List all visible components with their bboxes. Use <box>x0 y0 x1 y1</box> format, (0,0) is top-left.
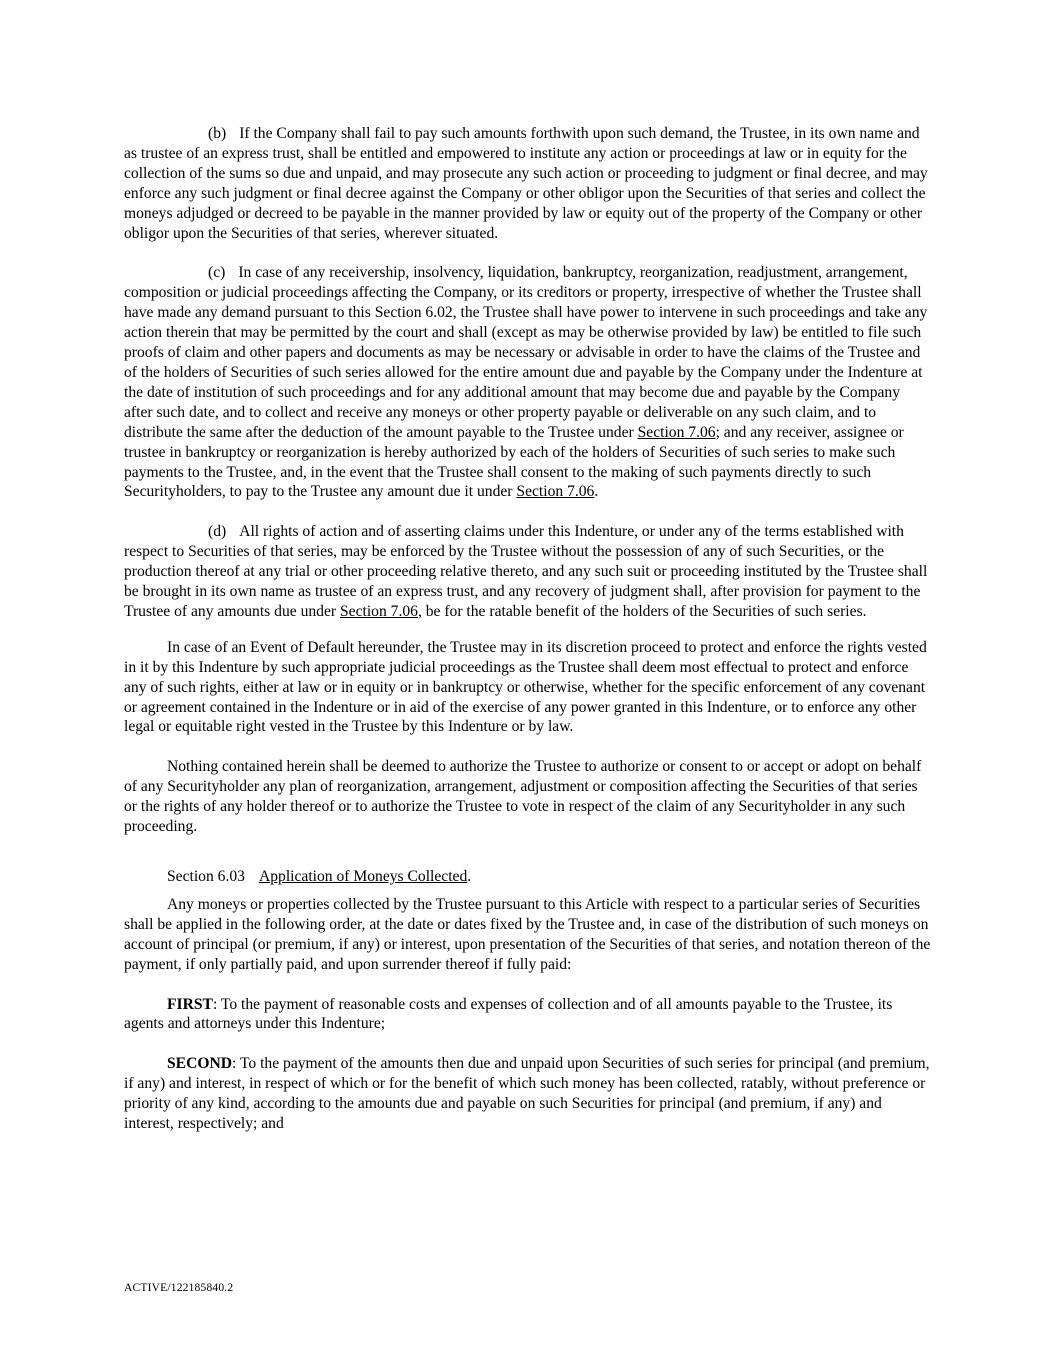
clause-first-label: FIRST <box>167 995 213 1013</box>
paragraph-d-label: (d) <box>208 523 227 541</box>
clause-second-label: SECOND <box>167 1055 232 1073</box>
paragraph-b <box>124 124 932 243</box>
paragraph-b-text: If the Company shall fail to pay such amounts forthwith upon such demand, the Trustee, in its own name and as trustee of an express trust, shall be entitled and empowered to institute any action or proceedings at law or in equity for the collection of the sums so due and unpaid, and may prosecute any such action or proceeding to judgment or final decree, and may enforce any such judgment or final decree against the Company or other obligor upon the Securities of that series and collect the moneys adjudged or decreed to be payable in the manner provided by law or equity out of the property of the Company or other obligor upon the Securities of that series, wherever situated. <box>124 125 928 242</box>
paragraph-d-text-1: All rights of action and of asserting claims under this Indenture, or under any of the terms established with respect to Securities of that series, may be enforced by the Trustee without the possession of any of such Securities, or the production thereof at any trial or other proceeding relative thereto, and any such suit or proceeding instituted by the Trustee shall be brought in its own name as trustee of an express trust, and any recovery of judgment shall, after provision for payment to the Trustee of any amounts due under <box>124 523 928 620</box>
paragraph-c <box>124 263 932 502</box>
section-7-06-reference: Section 7.06 <box>516 483 595 501</box>
paragraph-c-text-3: . <box>594 483 599 501</box>
paragraph-event-of-default: In case of an Event of Default hereunder, the Trustee may in its discretion proceed to protect and enforce the rights vested in it by this Indenture by such appropriate judicial proceedings as the Trustee shall deem most effectual to protect and enforce any of such rights, either at law or in equity or in bankruptcy or otherwise, whether for the specific enforcement of any covenant or agreement contained in the Indenture or in aid of the exercise of any power granted in this Indenture, or to enforce any other legal or equitable right vested in the Trustee by this Indenture or by law. <box>124 638 927 736</box>
section-title: Application of Moneys Collected <box>258 868 468 885</box>
section-7-06-reference: Section 7.06 <box>339 602 418 620</box>
paragraph-c-label: (c) <box>208 264 226 282</box>
clause-second-text: : To the payment of the amounts then due and unpaid upon Securities of such series for principal (and premium, if any) and interest, in respect of which or for the benefit of which such money has been collected, ratably, without preference or priority of any kind, according to the amounts due and payable on such Securities for principal (and premium, if any) and interest, respectively; and <box>124 1055 930 1133</box>
clause-first <box>124 995 932 1035</box>
paragraph-c-text-1: In case of any receivership, insolvency, liquidation, bankruptcy, reorganization, readjustment, arrangement, composition or judicial proceedings affecting the Company, or its creditors or property, irrespective of whether the Trustee shall have made any demand pursuant to this Section 6.02, the Trustee shall have power to intervene in such proceedings and take any action therein that may be permitted by the court and shall (except as may be otherwise provided by law) be entitled to file such proofs of claim and other papers and documents as may be necessary or advisable in order to have the claims of the Trustee and of the holders of Securities of such series allowed for the entire amount due and payable by the Company under the Indenture at the date of institution of such proceedings and for any additional amount that may become due and payable by the Company after such date, and to collect and receive any moneys or other property payable or deliverable on any such claim, and to distribute the same after the deduction of the amount payable to the Trustee under <box>124 264 928 441</box>
section-7-06-reference: Section 7.06 <box>637 423 716 441</box>
paragraph-nothing-contained: Nothing contained herein shall be deemed to authorize the Trustee to authorize or consent to or accept or adopt on behalf of any Securityholder any plan of reorganization, arrangement, adjustment or composition affecting the Securities of that series or the rights of any holder thereof or to authorize the Trustee to vote in respect of the claim of any Securityholder in any such proceeding. <box>124 758 922 836</box>
document-id-footer: ACTIVE/122185840.2 <box>124 1282 234 1294</box>
section-heading <box>124 867 932 887</box>
clause-second <box>124 1054 932 1134</box>
section-title-suffix: . <box>467 868 472 885</box>
document-page <box>124 124 932 1134</box>
section-number: Section 6.03 <box>167 868 245 885</box>
paragraph-c-text-2: ; and any receiver, assignee or trustee in bankruptcy or reorganization is hereby authorized by each of the holders of Securities of such series to make such payments to the Trustee, and, in the event that the Trustee shall consent to the making of such payments directly to such Securityholders, to pay to the Trustee any amount due it under <box>124 423 904 501</box>
clause-first-text: : To the payment of reasonable costs and expenses of collection and of all amounts payable to the Trustee, its agents and attorneys under this Indenture; <box>124 995 893 1033</box>
paragraph-d <box>124 522 932 622</box>
paragraph-d-text-2: , be for the ratable benefit of the holders of the Securities of such series. <box>417 602 867 620</box>
section-intro: Any moneys or properties collected by the Trustee pursuant to this Article with respect to a particular series of Securities shall be applied in the following order, at the date or dates fixed by the Trustee and, in case of the distribution of such moneys on account of principal (or premium, if any) or interest, upon presentation of the Securities of that series, and notation thereon of the payment, if only partially paid, and upon surrender thereof if fully paid: <box>124 895 931 973</box>
paragraph-b-label: (b) <box>208 125 227 142</box>
